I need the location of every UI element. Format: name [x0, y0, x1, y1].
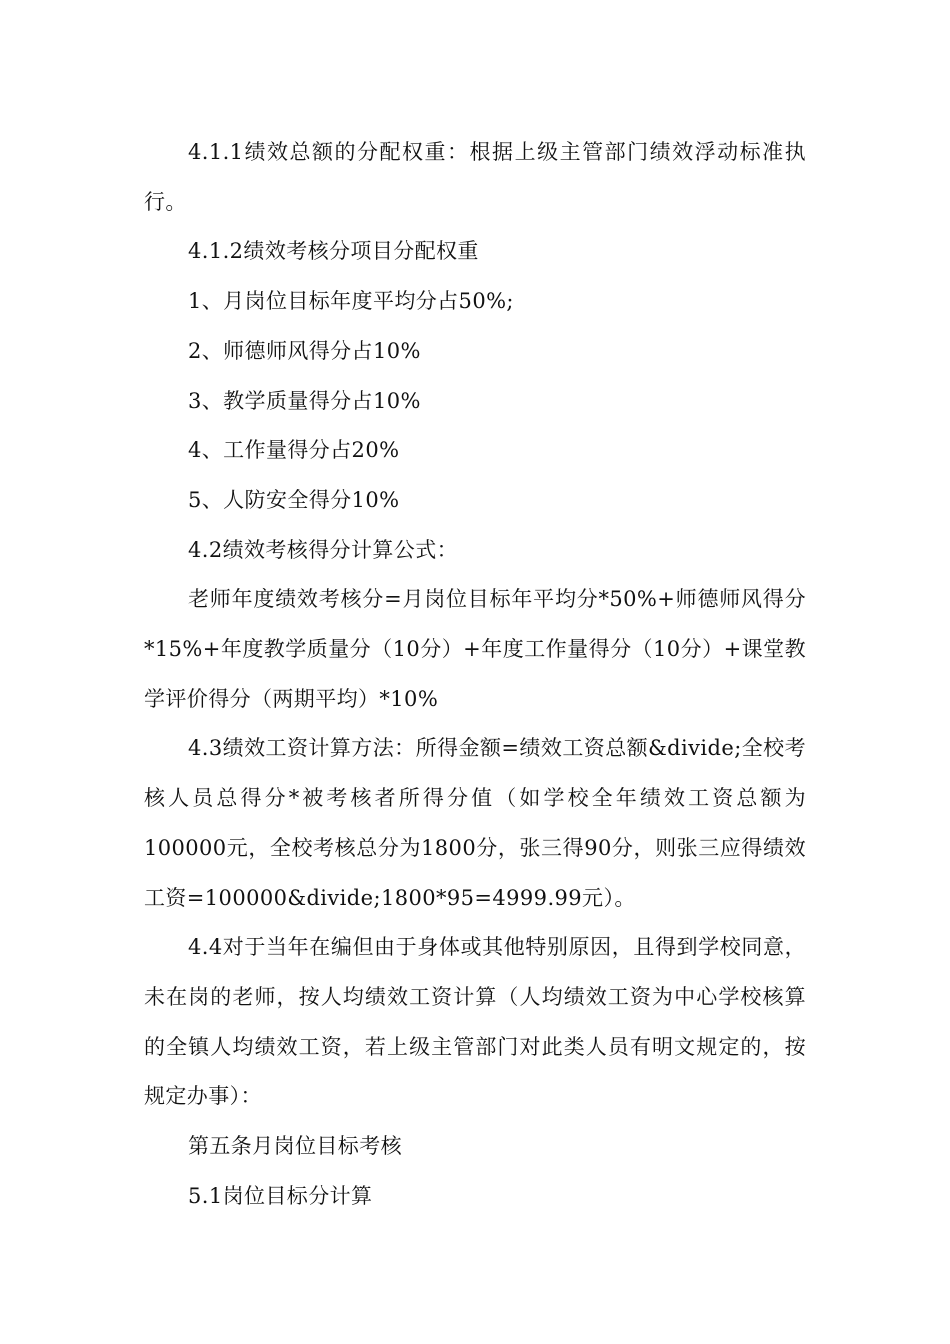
- list-item-5: 5、人防安全得分10%: [188, 487, 400, 512]
- paragraph-4-1-2: 4.1.2绩效考核分项目分配权重: [188, 239, 479, 264]
- section-heading-5: 第五条月岗位目标考核: [188, 1134, 402, 1159]
- list-item-4: 4、工作量得分占20%: [188, 438, 400, 463]
- list-item-2: 2、师德师风得分占10%: [188, 338, 421, 363]
- paragraph-5-1: 5.1岗位目标分计算: [188, 1183, 373, 1208]
- paragraph-4-2: 4.2绩效考核得分计算公式：: [188, 537, 458, 562]
- document-body: [144, 128, 806, 1221]
- paragraph-4-3: 4.3绩效工资计算方法：所得金额=绩效工资总额&divide;全校考核人员总得分*被考核者所得分值（如学校全年绩效工资总额为100000元，全校考核总分为1800分，张三得90分，则张三应得绩效工资=100000&divide;1800*95=4999.99元）。: [144, 736, 806, 910]
- paragraph-4-1-1: 4.1.1绩效总额的分配权重：根据上级主管部门绩效浮动标准执行。: [144, 140, 806, 214]
- paragraph-4-4: 4.4对于当年在编但由于身体或其他特别原因，且得到学校同意，未在岗的老师，按人均绩效工资计算（人均绩效工资为中心学校核算的全镇人均绩效工资，若上级主管部门对此类人员有明文规定的，按规定办事）：: [144, 935, 806, 1109]
- formula-paragraph: 老师年度绩效考核分=月岗位目标年平均分*50%+师德师风得分*15%+年度教学质量分（10分）+年度工作量得分（10分）+课堂教学评价得分（两期平均）*10%: [144, 587, 806, 711]
- list-item-1: 1、月岗位目标年度平均分占50%;: [188, 289, 514, 314]
- list-item-3: 3、教学质量得分占10%: [188, 388, 421, 413]
